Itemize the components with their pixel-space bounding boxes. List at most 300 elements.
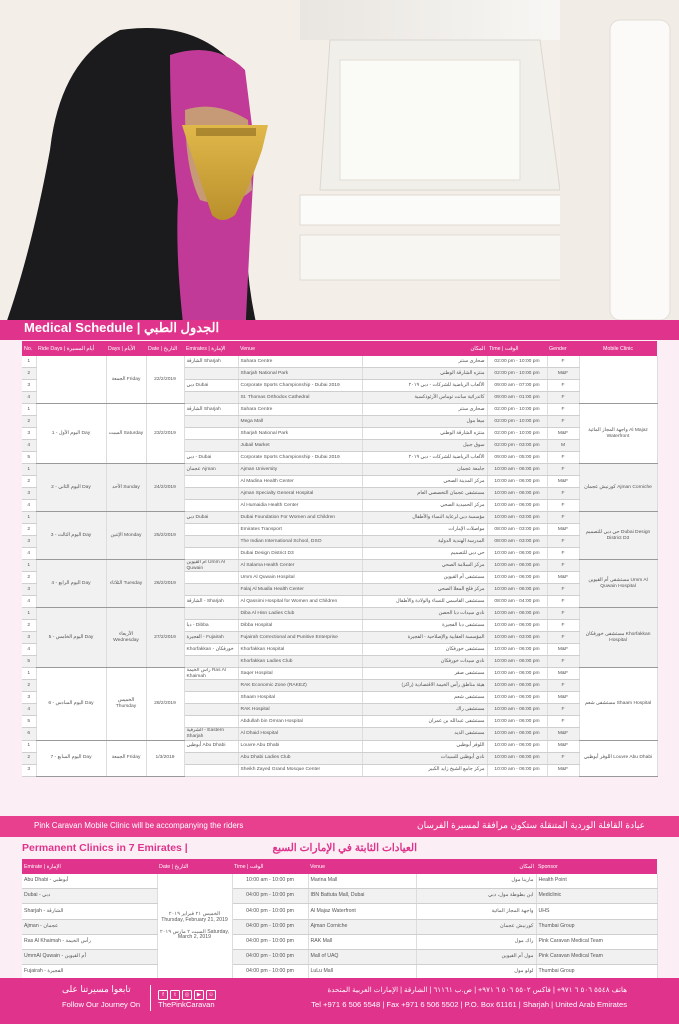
- row-no: 4: [22, 392, 36, 404]
- ride-day-cell: اليوم السابع - 7 Day: [36, 740, 106, 776]
- venue-cell: Jubail Market: [238, 440, 362, 452]
- emirate-cell: الفجيرة - Fujairah: [184, 632, 238, 644]
- emirate-cell: [184, 656, 238, 668]
- facebook-icon[interactable]: f: [158, 990, 168, 1000]
- venue-cell: Sharjah National Park: [238, 368, 362, 380]
- ride-day-cell: اليوم الثالث - 3 Day: [36, 512, 106, 560]
- perm-sponsor-cell: Pink Caravan Medical Team: [536, 949, 657, 964]
- col-gender: Gender: [547, 341, 579, 356]
- venue-cell: Khorfakkan Ladies Club: [238, 656, 362, 668]
- emirate-cell: [184, 764, 238, 776]
- perm-col-time: Time | الوقت: [232, 859, 308, 874]
- emirate-cell: [184, 488, 238, 500]
- date-cell: 26/2/2019: [146, 560, 184, 608]
- time-cell: 10:00 am - 06:00 pm: [487, 608, 547, 620]
- emirate-cell: [184, 704, 238, 716]
- perm-time-cell: 04:00 pm - 10:00 pm: [232, 919, 308, 934]
- row-no: 1: [22, 740, 36, 752]
- perm-time-cell: 04:00 pm - 10:00 pm: [232, 965, 308, 980]
- time-cell: 10:00 am - 06:00 pm: [487, 668, 547, 680]
- gender-cell: F: [547, 488, 579, 500]
- venue-cell: Diba Al Hisn Ladies Club: [238, 608, 362, 620]
- emirate-cell: أبوظبي Abu Dhabi: [184, 740, 238, 752]
- date-cell: 22/2/2019: [146, 356, 184, 404]
- perm-date-2: السبت ٢ مارس ٢٠١٩ Saturday, March 2, 2019: [159, 928, 230, 941]
- schedule-body: [22, 356, 657, 776]
- gender-cell: F: [547, 656, 579, 668]
- perm-date-cell: [157, 874, 232, 980]
- col-date: Date | التاريخ: [146, 341, 184, 356]
- venue-cell: Emirates Transport: [238, 524, 362, 536]
- venue-ar-cell: نادي سيدات خورفكان: [362, 656, 487, 668]
- venue-ar-cell: مؤسسة دبي لرعاية النساء والأطفال: [362, 512, 487, 524]
- day-cell: الجمعة Friday: [106, 740, 146, 776]
- venue-cell: Dubai Foundation For Women and Children: [238, 512, 362, 524]
- gender-cell: M&F: [547, 572, 579, 584]
- permanent-row: [22, 904, 657, 919]
- emirate-cell: [184, 716, 238, 728]
- venue-cell: Khorfakkan Hospital: [238, 644, 362, 656]
- venue-ar-cell: مستشفى شعم: [362, 692, 487, 704]
- mobile-clinic-cell: كورنيش عجمان Ajman Corniche: [579, 464, 657, 512]
- hero-photo: [0, 0, 679, 340]
- gender-cell: F: [547, 680, 579, 692]
- perm-venue-cell: Ajman Corniche: [308, 919, 416, 934]
- perm-venue-cell: IBN Battuta Mall, Dubai: [308, 889, 416, 904]
- time-cell: 10:00 am - 06:00 pm: [487, 740, 547, 752]
- row-no: 4: [22, 704, 36, 716]
- perm-col-venue: Venue: [308, 859, 416, 874]
- venue-ar-cell: المدرسة الهندية الدولية: [362, 536, 487, 548]
- row-no: 3: [22, 584, 36, 596]
- time-cell: 02:00 pm - 10:00 pm: [487, 356, 547, 368]
- row-no: 1: [22, 608, 36, 620]
- venue-cell: Saqer Hospital: [238, 668, 362, 680]
- perm-venue-ar-cell: لولو مول: [416, 965, 536, 980]
- time-cell: 10:00 am - 06:00 pm: [487, 680, 547, 692]
- day-cell: الأربعاء Wednesday: [106, 608, 146, 668]
- row-no: 2: [22, 572, 36, 584]
- permanent-body: [22, 874, 657, 980]
- hero-illustration: [0, 0, 679, 340]
- row-no: 3: [22, 692, 36, 704]
- permanent-row: [22, 949, 657, 964]
- gender-cell: M: [547, 440, 579, 452]
- row-no: 3: [22, 488, 36, 500]
- time-cell: 02:00 pm - 10:00 pm: [487, 416, 547, 428]
- perm-sponsor-cell: Pink Caravan Medical Team: [536, 934, 657, 949]
- row-no: 3: [22, 428, 36, 440]
- venue-cell: Al Madina Health Center: [238, 476, 362, 488]
- gender-cell: M&F: [547, 644, 579, 656]
- permanent-row: [22, 919, 657, 934]
- row-no: 1: [22, 356, 36, 368]
- perm-time-cell: 10:00 am - 10:00 pm: [232, 874, 308, 889]
- time-cell: 10:00 am - 06:00 pm: [487, 572, 547, 584]
- gender-cell: F: [547, 584, 579, 596]
- gender-cell: F: [547, 548, 579, 560]
- venue-cell: St. Thomas Orthodox Cathedral: [238, 392, 362, 404]
- gender-cell: F: [547, 392, 579, 404]
- permanent-table-wrap: [22, 859, 657, 980]
- ride-day-cell: [36, 356, 106, 404]
- permanent-row: [22, 934, 657, 949]
- perm-venue-ar-cell: مول أم القيوين: [416, 949, 536, 964]
- venue-ar-cell: نادي سيدات دبا الحصن: [362, 608, 487, 620]
- contact-ar: هاتف ٥٥٤٨ ٥٠٦ ٦ ٩٧١+ | فاكس ٥٥٠٢ ٥٠٦ ٦ ٩٧١+ | ص.ب ٦١١٦١ | الشارقة | الإمارات العربية المتحدة: [327, 985, 627, 994]
- venue-ar-cell: الألعاب الرياضية للشركات - دبي ٢٠١٩: [362, 380, 487, 392]
- date-cell: 28/2/2019: [146, 668, 184, 740]
- row-no: 5: [22, 656, 36, 668]
- perm-venue-ar-cell: مارينا مول: [416, 874, 536, 889]
- row-no: 6: [22, 728, 36, 740]
- row-no: 4: [22, 500, 36, 512]
- emirate-cell: [184, 584, 238, 596]
- venue-ar-cell: منتزه الشارقة الوطني: [362, 428, 487, 440]
- date-cell: 23/2/2019: [146, 404, 184, 464]
- venue-cell: Louvre Abu Dhabi: [238, 740, 362, 752]
- ride-day-cell: اليوم الرابع - 4 Day: [36, 560, 106, 608]
- perm-venue-cell: Marina Mall: [308, 874, 416, 889]
- perm-emirate-cell: Abu Dhabi - أبوظبي: [22, 874, 157, 889]
- venue-ar-cell: مركز جامع الشيخ زايد الكبير: [362, 764, 487, 776]
- emirate-cell: الشارقة Sharjah: [184, 404, 238, 416]
- time-cell: 02:00 pm - 10:00 pm: [487, 428, 547, 440]
- venue-ar-cell: مركز السلامة الصحي: [362, 560, 487, 572]
- schedule-row: [22, 512, 657, 524]
- day-cell: الثلاثاء Tuesday: [106, 560, 146, 608]
- perm-sponsor-cell: Thumbai Group: [536, 919, 657, 934]
- emirate-cell: [184, 392, 238, 404]
- ride-day-cell: اليوم الأول - 1 Day: [36, 404, 106, 464]
- time-cell: 09:00 am - 01:00 pm: [487, 392, 547, 404]
- row-no: 2: [22, 476, 36, 488]
- perm-sponsor-cell: Thumbai Group: [536, 965, 657, 980]
- date-cell: 24/2/2019: [146, 464, 184, 512]
- emirate-cell: [184, 680, 238, 692]
- time-cell: 09:00 am - 07:00 pm: [487, 380, 547, 392]
- mobile-clinic-cell: مستشفى أم القيوين Umm Al Quwain Hospital: [579, 560, 657, 608]
- gender-cell: F: [547, 380, 579, 392]
- venue-cell: Shaam Hospital: [238, 692, 362, 704]
- col-venue: Venue: [238, 341, 362, 356]
- emirate-cell: دبا - Dibba: [184, 620, 238, 632]
- ride-day-cell: اليوم السادس - 6 Day: [36, 668, 106, 740]
- emirate-cell: دبي - Dubai: [184, 452, 238, 464]
- gender-cell: F: [547, 596, 579, 608]
- venue-cell: Sahara Centre: [238, 356, 362, 368]
- perm-emirate-cell: UmmAl Quwain - أم القيوين: [22, 949, 157, 964]
- perm-col-emirate: Emirate | الإمارة: [22, 859, 157, 874]
- row-no: 2: [22, 620, 36, 632]
- schedule-row: [22, 668, 657, 680]
- gender-cell: M&F: [547, 368, 579, 380]
- time-cell: 10:00 am - 06:00 pm: [487, 548, 547, 560]
- banner-text-ar: عيادة القافلة الوردية المتنقلة ستكون مرافقة لمسيرة الفرسان: [417, 820, 645, 830]
- schedule-row: [22, 464, 657, 476]
- venue-ar-cell: سوق جبيل: [362, 440, 487, 452]
- row-no: 3: [22, 632, 36, 644]
- row-no: 5: [22, 452, 36, 464]
- venue-ar-cell: المؤسسة العقابية والإصلاحية - الفجيرة: [362, 632, 487, 644]
- permanent-title-en: Permanent Clinics in 7 Emirates |: [22, 842, 188, 854]
- mobile-clinic-cell: مستشفى خورفكان Khorfakkan Hospital: [579, 608, 657, 668]
- mobile-clinic-cell: مستشفى شعم Shaam Hospital: [579, 668, 657, 740]
- day-cell: السبت Saturday: [106, 404, 146, 464]
- venue-cell: Corporate Sports Championship - Dubai 2019: [238, 380, 362, 392]
- gender-cell: M&F: [547, 668, 579, 680]
- time-cell: 10:00 am - 06:00 pm: [487, 752, 547, 764]
- schedule-title: Medical Schedule | الجدول الطبي: [24, 320, 220, 335]
- gender-cell: F: [547, 464, 579, 476]
- schedule-header-row: [22, 341, 657, 356]
- date-cell: 1/3/2019: [146, 740, 184, 776]
- twitter-icon[interactable]: t: [170, 990, 180, 1000]
- venue-ar-cell: مستشفى خورفكان: [362, 644, 487, 656]
- row-no: 4: [22, 644, 36, 656]
- date-cell: 25/2/2019: [146, 512, 184, 560]
- perm-sponsor-cell: UHS: [536, 904, 657, 919]
- venue-cell: Abu Dhabi Ladies Club: [238, 752, 362, 764]
- col-clinic: Mobile Clinic: [579, 341, 657, 356]
- venue-cell: Sharjah National Park: [238, 428, 362, 440]
- emirate-cell: Khorfakkan - خورفكان: [184, 644, 238, 656]
- snapchat-icon[interactable]: ☺: [206, 990, 216, 1000]
- gender-cell: F: [547, 512, 579, 524]
- venue-ar-cell: اللوفر أبوظبي: [362, 740, 487, 752]
- time-cell: 02:00 pm - 10:00 pm: [487, 368, 547, 380]
- row-no: 1: [22, 560, 36, 572]
- venue-cell: Corporate Sports Championship - Dubai 2019: [238, 452, 362, 464]
- row-no: 2: [22, 752, 36, 764]
- emirate-cell: دبي Dubai: [184, 512, 238, 524]
- schedule-row: [22, 356, 657, 368]
- day-cell: الإثنين Monday: [106, 512, 146, 560]
- row-no: 1: [22, 404, 36, 416]
- row-no: 3: [22, 380, 36, 392]
- emirate-cell: الشارقة - Sharjah: [184, 596, 238, 608]
- venue-cell: Fujairah Correctional and Punitive Enterprise: [238, 632, 362, 644]
- time-cell: 08:00 am - 04:00 pm: [487, 596, 547, 608]
- emirate-cell: [184, 500, 238, 512]
- venue-ar-cell: هيئة مناطق رأس الخيمة الاقتصادية (راكز): [362, 680, 487, 692]
- row-no: 5: [22, 716, 36, 728]
- venue-cell: RAK Economic Zone (RAKEZ): [238, 680, 362, 692]
- row-no: 4: [22, 596, 36, 608]
- time-cell: 10:00 am - 06:00 pm: [487, 728, 547, 740]
- footer-divider: [150, 985, 151, 1011]
- time-cell: 10:00 am - 06:00 pm: [487, 464, 547, 476]
- venue-cell: Al Qassimi Hospital for Women and Children: [238, 596, 362, 608]
- perm-emirate-cell: Ajman - عجمان: [22, 919, 157, 934]
- instagram-icon[interactable]: ◎: [182, 990, 192, 1000]
- perm-venue-ar-cell: واجهة المجاز المائية: [416, 904, 536, 919]
- time-cell: 10:00 am - 06:00 pm: [487, 488, 547, 500]
- venue-cell: Dibba Hospital: [238, 620, 362, 632]
- row-no: 2: [22, 680, 36, 692]
- venue-ar-cell: مواصلات الإمارات: [362, 524, 487, 536]
- perm-venue-cell: RAK Mall: [308, 934, 416, 949]
- row-no: 4: [22, 440, 36, 452]
- mobile-clinic-cell: حي دبي للتصميم Dubai Design District D3: [579, 512, 657, 560]
- gender-cell: M&F: [547, 476, 579, 488]
- gender-cell: M&F: [547, 692, 579, 704]
- time-cell: 10:00 am - 06:00 pm: [487, 656, 547, 668]
- time-cell: 10:00 am - 03:00 pm: [487, 632, 547, 644]
- venue-cell: Sahara Centre: [238, 404, 362, 416]
- row-no: 2: [22, 524, 36, 536]
- venue-ar-cell: مركز المدينة الصحي: [362, 476, 487, 488]
- venue-cell: Al Humaidia Health Center: [238, 500, 362, 512]
- permanent-row: [22, 874, 657, 889]
- emirate-cell: [184, 536, 238, 548]
- perm-col-venue-ar: المكان: [416, 859, 536, 874]
- venue-ar-cell: مركز فلج المعلا الصحي: [362, 584, 487, 596]
- perm-venue-ar-cell: راك مول: [416, 934, 536, 949]
- perm-venue-ar-cell: ابن بطوطة مول، دبي: [416, 889, 536, 904]
- gender-cell: M&F: [547, 740, 579, 752]
- emirate-cell: [184, 548, 238, 560]
- perm-venue-cell: Mall of UAQ: [308, 949, 416, 964]
- gender-cell: F: [547, 620, 579, 632]
- date-cell: 27/2/2019: [146, 608, 184, 668]
- venue-ar-cell: نادي أبوظبي للسيدات: [362, 752, 487, 764]
- time-cell: 09:00 am - 05:00 pm: [487, 452, 547, 464]
- venue-cell: Ajman University: [238, 464, 362, 476]
- time-cell: 10:00 am - 06:00 pm: [487, 584, 547, 596]
- venue-ar-cell: صحارى سنتر: [362, 356, 487, 368]
- emirate-cell: أم القيوين Umm Al Quwain: [184, 560, 238, 572]
- contact-en: Tel +971 6 506 5548 | Fax +971 6 506 5502 | P.O. Box 61161 | Sharjah | United Arab Emirates: [311, 1000, 627, 1009]
- perm-col-date: Date | التاريخ: [157, 859, 232, 874]
- schedule-row: [22, 608, 657, 620]
- col-no: No.: [22, 341, 36, 356]
- time-cell: 02:00 pm - 03:00 pm: [487, 440, 547, 452]
- gender-cell: F: [547, 752, 579, 764]
- mobile-clinic-cell: اللوفر أبوظبي Louvre Abu Dhabi: [579, 740, 657, 776]
- time-cell: 10:00 am - 03:00 pm: [487, 512, 547, 524]
- venue-cell: Ajman Specialty General Hospital: [238, 488, 362, 500]
- follow-text-ar: تابعوا مسيرتنا على: [62, 984, 131, 994]
- perm-col-sponsor: Sponsor: [536, 859, 657, 874]
- time-cell: 10:00 am - 06:00 pm: [487, 716, 547, 728]
- emirate-cell: الشرقية - Eastern Sharjah: [184, 728, 238, 740]
- venue-cell: Falaj Al Mualla Health Center: [238, 584, 362, 596]
- emirate-cell: الشارقة Sharjah: [184, 356, 238, 368]
- gender-cell: M&F: [547, 764, 579, 776]
- perm-emirate-cell: Sharjah - الشارقة: [22, 904, 157, 919]
- venue-ar-cell: منتزه الشارقة الوطني: [362, 368, 487, 380]
- perm-emirate-cell: Ras Al Khaimah - رأس الخيمة: [22, 934, 157, 949]
- time-cell: 10:00 am - 06:00 pm: [487, 692, 547, 704]
- venue-cell: RAK Hospital: [238, 704, 362, 716]
- time-cell: 08:00 am - 03:00 pm: [487, 524, 547, 536]
- gender-cell: F: [547, 560, 579, 572]
- time-cell: 10:00 am - 06:00 pm: [487, 560, 547, 572]
- perm-time-cell: 04:00 pm - 10:00 pm: [232, 889, 308, 904]
- permanent-row: [22, 889, 657, 904]
- venue-cell: Mega Mall: [238, 416, 362, 428]
- emirate-cell: [184, 416, 238, 428]
- time-cell: 10:00 am - 06:00 pm: [487, 644, 547, 656]
- emirate-cell: [184, 608, 238, 620]
- emirate-cell: عجمان Ajman: [184, 464, 238, 476]
- follow-text-en: Follow Our Journey On: [62, 1000, 141, 1009]
- venue-ar-cell: مستشفى القاسمي للنساء والولادة والأطفال: [362, 596, 487, 608]
- banner-text-en: Pink Caravan Mobile Clinic will be accompanying the riders: [34, 821, 244, 830]
- row-no: 1: [22, 512, 36, 524]
- gender-cell: F: [547, 500, 579, 512]
- emirate-cell: [184, 368, 238, 380]
- emirate-cell: [184, 524, 238, 536]
- venue-cell: Al Dhaid Hospital: [238, 728, 362, 740]
- time-cell: 02:00 pm - 10:00 pm: [487, 404, 547, 416]
- col-days: Days | الأيام: [106, 341, 146, 356]
- row-no: 2: [22, 368, 36, 380]
- perm-time-cell: 04:00 pm - 10:00 pm: [232, 934, 308, 949]
- venue-cell: Abdullah bin Omran Hospital: [238, 716, 362, 728]
- day-cell: الخميس Thursday: [106, 668, 146, 740]
- venue-ar-cell: مستشفى عجمان التخصصي العام: [362, 488, 487, 500]
- row-no: 2: [22, 416, 36, 428]
- time-cell: 10:00 am - 06:00 pm: [487, 704, 547, 716]
- permanent-title-ar: العيادات الثابتة في الإمارات السبع: [272, 842, 417, 854]
- schedule-table: [22, 341, 658, 777]
- col-emirates: Emirates | الإمارة: [184, 341, 238, 356]
- emirate-cell: [184, 428, 238, 440]
- time-cell: 08:00 am - 03:00 pm: [487, 536, 547, 548]
- venue-ar-cell: مستشفى الذيد: [362, 728, 487, 740]
- perm-emirate-cell: Dubai - دبي: [22, 889, 157, 904]
- emirate-cell: [184, 572, 238, 584]
- perm-time-cell: 04:00 pm - 10:00 pm: [232, 949, 308, 964]
- venue-ar-cell: مستشفى عبدالله بن عمران: [362, 716, 487, 728]
- perm-sponsor-cell: Mediclinic: [536, 889, 657, 904]
- gender-cell: F: [547, 404, 579, 416]
- perm-sponsor-cell: Health Point: [536, 874, 657, 889]
- perm-time-cell: 04:00 pm - 10:00 pm: [232, 904, 308, 919]
- venue-ar-cell: مستشفى راك: [362, 704, 487, 716]
- perm-date-1: الخميس ٢١ فبراير ٢٠١٩ Thursday, February 21, 2019: [161, 911, 228, 924]
- emirate-cell: [184, 476, 238, 488]
- day-cell: الأحد Sunday: [106, 464, 146, 512]
- time-cell: 10:00 am - 06:00 pm: [487, 764, 547, 776]
- gender-cell: F: [547, 356, 579, 368]
- perm-venue-cell: Al Majaz Waterfront: [308, 904, 416, 919]
- gender-cell: F: [547, 632, 579, 644]
- venue-ar-cell: الألعاب الرياضية للشركات - دبي ٢٠١٩: [362, 452, 487, 464]
- perm-venue-ar-cell: كورنيش عجمان: [416, 919, 536, 934]
- perm-venue-cell: LuLu Mall: [308, 965, 416, 980]
- venue-ar-cell: جامعة عجمان: [362, 464, 487, 476]
- col-venue-ar: المكان: [362, 341, 487, 356]
- emirate-cell: رأس الخيمة Ras Al Khaimah: [184, 668, 238, 680]
- venue-cell: Umm Al Quwain Hospital: [238, 572, 362, 584]
- venue-cell: Al Salama Health Center: [238, 560, 362, 572]
- time-cell: 10:00 am - 06:00 pm: [487, 620, 547, 632]
- social-handle[interactable]: ThePinkCaravan: [158, 1000, 215, 1009]
- emirate-cell: [184, 752, 238, 764]
- schedule-row: [22, 740, 657, 752]
- emirate-cell: دبي Dubai: [184, 380, 238, 392]
- venue-ar-cell: مركز الحميدية الصحي: [362, 500, 487, 512]
- permanent-table: [22, 859, 658, 980]
- time-cell: 10:00 am - 06:00 pm: [487, 500, 547, 512]
- venue-cell: Dubai Design District D3: [238, 548, 362, 560]
- emirate-cell: [184, 692, 238, 704]
- youtube-icon[interactable]: ▶: [194, 990, 204, 1000]
- day-cell: الجمعة Friday: [106, 356, 146, 404]
